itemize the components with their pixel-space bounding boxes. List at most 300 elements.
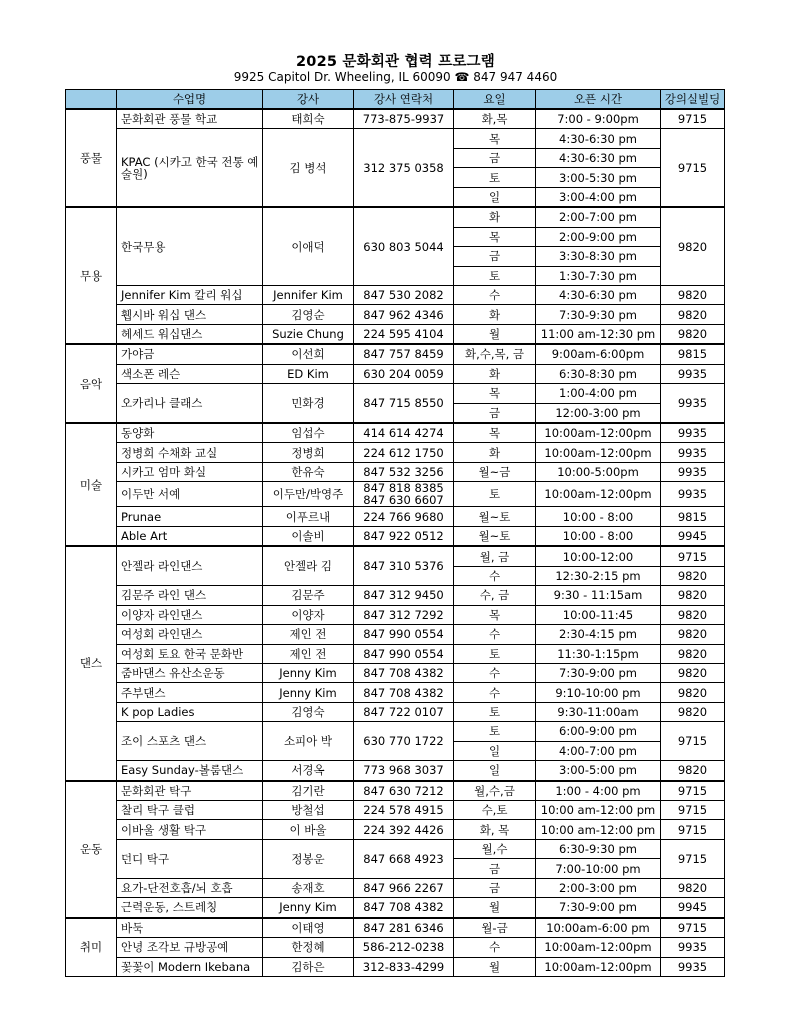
class-name-cell: Easy Sunday-볼룸댄스 bbox=[117, 761, 263, 781]
class-name-cell: Prunae bbox=[117, 507, 263, 526]
contact-cell bbox=[354, 605, 454, 624]
contact-cell bbox=[354, 663, 454, 682]
time-cell: 7:00-10:00 pm bbox=[536, 859, 661, 878]
category-cell: 운동 bbox=[66, 781, 117, 918]
class-name-cell: 조이 스포츠 댄스 bbox=[117, 722, 263, 761]
teacher-cell: 안젤라 김 bbox=[263, 546, 354, 585]
day-cell: 토 bbox=[454, 168, 536, 187]
table-row bbox=[66, 526, 725, 546]
time-cell: 10:00am-12:00pm bbox=[536, 423, 661, 443]
header-days: 요일 bbox=[454, 90, 536, 110]
contact-cell bbox=[354, 364, 454, 383]
teacher-cell: ED Kim bbox=[263, 364, 354, 383]
room-cell: 9820 bbox=[661, 324, 725, 344]
contact-number: 847 818 8385 bbox=[363, 481, 444, 496]
class-name-cell: 찰리 탁구 클럽 bbox=[117, 801, 263, 820]
room-cell: 9820 bbox=[661, 207, 725, 285]
category-cell: 댄스 bbox=[66, 546, 117, 780]
day-cell: 토 bbox=[454, 266, 536, 285]
day-cell: 수 bbox=[454, 938, 536, 957]
class-name-cell: 시카고 엄마 화실 bbox=[117, 462, 263, 481]
teacher-cell: Jenny Kim bbox=[263, 898, 354, 918]
day-cell: 토 bbox=[454, 482, 536, 507]
teacher-cell: 이솔비 bbox=[263, 526, 354, 546]
class-name-cell: 동양화 bbox=[117, 423, 263, 443]
contact-cell bbox=[354, 526, 454, 546]
contact-cell bbox=[354, 702, 454, 721]
category-cell: 취미 bbox=[66, 918, 117, 977]
category-cell: 음악 bbox=[66, 344, 117, 423]
table-row bbox=[66, 839, 725, 858]
contact-number: 847 990 0554 bbox=[363, 627, 444, 642]
room-cell: 9945 bbox=[661, 526, 725, 546]
contact-cell bbox=[354, 305, 454, 324]
day-cell: 월 bbox=[454, 898, 536, 918]
day-cell: 월,수 bbox=[454, 839, 536, 858]
teacher-cell: 이태영 bbox=[263, 918, 354, 938]
table-row bbox=[66, 462, 725, 481]
table-header-row bbox=[66, 90, 725, 110]
room-cell: 9715 bbox=[661, 918, 725, 938]
class-name-cell: K pop Ladies bbox=[117, 702, 263, 721]
contact-number: 847 722 0107 bbox=[363, 705, 444, 719]
table-row bbox=[66, 761, 725, 781]
contact-number-secondary: 847 630 6607 bbox=[363, 493, 444, 507]
contact-number: 847 757 8459 bbox=[363, 347, 444, 362]
class-name-cell: 색소폰 레슨 bbox=[117, 364, 263, 383]
day-cell: 금 bbox=[454, 247, 536, 266]
header-contact: 강사 연락처 bbox=[354, 90, 454, 110]
room-cell: 9935 bbox=[661, 443, 725, 462]
class-name-cell: 이양자 라인댄스 bbox=[117, 605, 263, 624]
contact-number: 224 595 4104 bbox=[363, 327, 444, 341]
table-row bbox=[66, 702, 725, 721]
contact-cell bbox=[354, 324, 454, 344]
teacher-cell: 태희숙 bbox=[263, 109, 354, 129]
time-cell: 6:30-8:30 pm bbox=[536, 364, 661, 383]
room-cell: 9815 bbox=[661, 344, 725, 364]
time-cell: 10:00 am-12:00 pm bbox=[536, 820, 661, 839]
room-cell: 9935 bbox=[661, 482, 725, 507]
contact-number: 847 310 5376 bbox=[363, 559, 444, 574]
teacher-cell: 제인 전 bbox=[263, 625, 354, 644]
day-cell: 토 bbox=[454, 702, 536, 721]
table-row bbox=[66, 663, 725, 682]
day-cell: 월,수,금 bbox=[454, 781, 536, 801]
day-cell: 목 bbox=[454, 423, 536, 443]
contact-cell bbox=[354, 443, 454, 462]
contact-cell bbox=[354, 207, 454, 285]
teacher-cell: 서경옥 bbox=[263, 761, 354, 781]
contact-cell bbox=[354, 820, 454, 839]
category-cell: 풍물 bbox=[66, 109, 117, 207]
day-cell: 화 bbox=[454, 207, 536, 227]
table-row bbox=[66, 918, 725, 938]
class-name-cell: 문화회관 탁구 bbox=[117, 781, 263, 801]
time-cell: 10:00-12:00 bbox=[536, 546, 661, 566]
room-cell: 9715 bbox=[661, 781, 725, 801]
table-row bbox=[66, 605, 725, 624]
day-cell: 화 bbox=[454, 364, 536, 383]
time-cell: 7:00 - 9:00pm bbox=[536, 109, 661, 129]
contact-cell bbox=[354, 109, 454, 129]
room-cell: 9820 bbox=[661, 683, 725, 702]
contact-number: 847 708 4382 bbox=[363, 666, 444, 681]
contact-cell bbox=[354, 546, 454, 585]
table-row bbox=[66, 423, 725, 443]
room-cell: 9935 bbox=[661, 423, 725, 443]
contact-number: 630 770 1722 bbox=[363, 734, 444, 749]
contact-cell bbox=[354, 462, 454, 481]
teacher-cell: 김문주 bbox=[263, 586, 354, 605]
time-cell: 3:00-4:00 pm bbox=[536, 187, 661, 207]
contact-cell bbox=[354, 625, 454, 644]
day-cell: 금 bbox=[454, 878, 536, 897]
room-cell: 9820 bbox=[661, 625, 725, 644]
time-cell: 9:00am-6:00pm bbox=[536, 344, 661, 364]
contact-cell bbox=[354, 781, 454, 801]
time-cell: 7:30-9:00 pm bbox=[536, 663, 661, 682]
time-cell: 9:10-10:00 pm bbox=[536, 683, 661, 702]
teacher-cell: 한유숙 bbox=[263, 462, 354, 481]
contact-number: 847 708 4382 bbox=[363, 685, 444, 700]
table-row bbox=[66, 285, 725, 304]
room-cell: 9945 bbox=[661, 898, 725, 918]
contact-number: 224 766 9680 bbox=[363, 509, 444, 524]
room-cell: 9715 bbox=[661, 109, 725, 129]
room-cell: 9935 bbox=[661, 462, 725, 481]
time-cell: 12:30-2:15 pm bbox=[536, 566, 661, 585]
contact-number: 312-833-4299 bbox=[362, 959, 445, 974]
day-cell: 수, 금 bbox=[454, 586, 536, 605]
time-cell: 9:30-11:00am bbox=[536, 702, 661, 721]
teacher-cell: 이두만/박영주 bbox=[263, 482, 354, 507]
class-name-cell: 한국무용 bbox=[117, 207, 263, 285]
contact-number: 847 668 4923 bbox=[363, 851, 444, 866]
time-cell: 10:00am-12:00pm bbox=[536, 443, 661, 462]
table-row bbox=[66, 507, 725, 526]
page-title: 2025 문화회관 협력 프로그램 bbox=[296, 54, 495, 70]
class-name-cell: KPAC (시카고 한국 전통 예술원) bbox=[117, 129, 263, 207]
contact-cell bbox=[354, 129, 454, 207]
room-cell: 9715 bbox=[661, 839, 725, 878]
class-name-cell: 휍시바 워십 댄스 bbox=[117, 305, 263, 324]
contact-number: 847 962 4346 bbox=[363, 307, 444, 322]
table-row bbox=[66, 546, 725, 566]
room-cell: 9820 bbox=[661, 878, 725, 897]
contact-number: 847 532 3256 bbox=[363, 465, 444, 480]
time-cell: 11:30-1:15pm bbox=[536, 644, 661, 663]
table-row bbox=[66, 820, 725, 839]
contact-number: 847 990 0554 bbox=[363, 646, 444, 661]
table-row bbox=[66, 384, 725, 403]
time-cell: 10:00-11:45 bbox=[536, 605, 661, 624]
contact-number: 586-212-0238 bbox=[362, 940, 445, 955]
contact-cell bbox=[354, 507, 454, 526]
time-cell: 10:00-5:00pm bbox=[536, 462, 661, 481]
day-cell: 토 bbox=[454, 644, 536, 663]
time-cell: 9:30 - 11:15am bbox=[536, 586, 661, 605]
time-cell: 2:00-7:00 pm bbox=[536, 207, 661, 227]
time-cell: 1:30-7:30 pm bbox=[536, 266, 661, 285]
contact-number: 847 312 9450 bbox=[363, 588, 444, 603]
contact-number: 773-875-9937 bbox=[362, 112, 445, 127]
teacher-cell: 임섭수 bbox=[263, 423, 354, 443]
class-name-cell: Jennifer Kim 칼리 워십 bbox=[117, 285, 263, 304]
contact-number: 847 966 2267 bbox=[363, 880, 444, 895]
room-cell: 9815 bbox=[661, 507, 725, 526]
contact-cell bbox=[354, 761, 454, 781]
table-row bbox=[66, 683, 725, 702]
class-name-cell: 안녕 조각보 규방공예 bbox=[117, 938, 263, 957]
contact-number: 224 392 4426 bbox=[363, 822, 444, 837]
table-row bbox=[66, 109, 725, 129]
address-line: 9925 Capitol Dr. Wheeling, IL 60090 ☎ 847 947 4460 bbox=[233, 70, 558, 84]
class-name-cell: 여성회 라인댄스 bbox=[117, 625, 263, 644]
contact-cell bbox=[354, 918, 454, 938]
time-cell: 4:30-6:30 pm bbox=[536, 148, 661, 167]
class-name-cell: 꽃꽃이 Modern Ikebana bbox=[117, 957, 263, 976]
contact-cell bbox=[354, 644, 454, 663]
day-cell: 수 bbox=[454, 625, 536, 644]
room-cell: 9820 bbox=[661, 605, 725, 624]
class-name-cell: 줌바댄스 유산소운동 bbox=[117, 663, 263, 682]
day-cell: 화 bbox=[454, 305, 536, 324]
room-cell: 9935 bbox=[661, 384, 725, 423]
class-name-cell: 가야금 bbox=[117, 344, 263, 364]
header-class-name: 수업명 bbox=[117, 90, 263, 110]
contact-number: 847 312 7292 bbox=[363, 607, 444, 622]
day-cell: 수,토 bbox=[454, 801, 536, 820]
teacher-cell: 이선희 bbox=[263, 344, 354, 364]
time-cell: 4:30-6:30 pm bbox=[536, 285, 661, 304]
contact-number: 224 612 1750 bbox=[363, 445, 444, 460]
contact-number: 847 922 0512 bbox=[363, 529, 444, 544]
table-row bbox=[66, 781, 725, 801]
class-name-cell: 헤세드 워십댄스 bbox=[117, 324, 263, 344]
room-cell: 9820 bbox=[661, 761, 725, 781]
contact-cell bbox=[354, 801, 454, 820]
day-cell: 금 bbox=[454, 859, 536, 878]
day-cell: 목 bbox=[454, 384, 536, 403]
time-cell: 3:00-5:30 pm bbox=[536, 168, 661, 187]
time-cell: 10:00 - 8:00 bbox=[536, 526, 661, 546]
class-name-cell: 이바울 생활 탁구 bbox=[117, 820, 263, 839]
day-cell: 월~토 bbox=[454, 507, 536, 526]
teacher-cell: 한정혜 bbox=[263, 938, 354, 957]
time-cell: 10:00am-12:00pm bbox=[536, 482, 661, 507]
time-cell: 11:00 am-12:30 pm bbox=[536, 324, 661, 344]
room-cell: 9820 bbox=[661, 702, 725, 721]
teacher-cell: 방철섭 bbox=[263, 801, 354, 820]
contact-number: 224 578 4915 bbox=[363, 803, 444, 818]
contact-number: 312 375 0358 bbox=[363, 160, 444, 175]
day-cell: 월~금 bbox=[454, 462, 536, 481]
table-row bbox=[66, 625, 725, 644]
time-cell: 10:00am-12:00pm bbox=[536, 938, 661, 957]
category-cell: 미술 bbox=[66, 423, 117, 546]
teacher-cell: Jenny Kim bbox=[263, 663, 354, 682]
teacher-cell: 김영순 bbox=[263, 305, 354, 324]
day-cell: 화,목 bbox=[454, 109, 536, 129]
day-cell: 일 bbox=[454, 741, 536, 760]
teacher-cell: 김기란 bbox=[263, 781, 354, 801]
time-cell: 4:30-6:30 pm bbox=[536, 129, 661, 148]
time-cell: 10:00am-12:00pm bbox=[536, 957, 661, 976]
teacher-cell: 제인 전 bbox=[263, 644, 354, 663]
time-cell: 2:00-3:00 pm bbox=[536, 878, 661, 897]
teacher-cell: 민화경 bbox=[263, 384, 354, 423]
day-cell: 토 bbox=[454, 722, 536, 741]
room-cell: 9935 bbox=[661, 938, 725, 957]
table-row bbox=[66, 305, 725, 324]
contact-cell bbox=[354, 423, 454, 443]
time-cell: 10:00 - 8:00 bbox=[536, 507, 661, 526]
table-row bbox=[66, 586, 725, 605]
contact-number: 847 630 7212 bbox=[363, 783, 444, 798]
room-cell: 9715 bbox=[661, 546, 725, 566]
contact-number: 630 204 0059 bbox=[363, 366, 444, 381]
class-name-cell: 주부댄스 bbox=[117, 683, 263, 702]
room-cell: 9715 bbox=[661, 820, 725, 839]
room-cell: 9820 bbox=[661, 644, 725, 663]
contact-cell bbox=[354, 957, 454, 976]
table-row bbox=[66, 938, 725, 957]
day-cell: 수 bbox=[454, 285, 536, 304]
table-row bbox=[66, 129, 725, 148]
room-cell: 9715 bbox=[661, 129, 725, 207]
header-room: 강의실빌딩 bbox=[661, 90, 725, 110]
day-cell: 수 bbox=[454, 683, 536, 702]
time-cell: 6:30-9:30 pm bbox=[536, 839, 661, 858]
teacher-cell: 정봉운 bbox=[263, 839, 354, 878]
day-cell: 목 bbox=[454, 129, 536, 148]
contact-cell bbox=[354, 586, 454, 605]
day-cell: 일 bbox=[454, 187, 536, 207]
table-row bbox=[66, 207, 725, 227]
day-cell: 월 bbox=[454, 957, 536, 976]
teacher-cell: 이 바울 bbox=[263, 820, 354, 839]
time-cell: 3:00-5:00 pm bbox=[536, 761, 661, 781]
class-name-cell: 여성회 토요 한국 문화반 bbox=[117, 644, 263, 663]
header-teacher: 강사 bbox=[263, 90, 354, 110]
day-cell: 수 bbox=[454, 663, 536, 682]
room-cell: 9715 bbox=[661, 801, 725, 820]
time-cell: 1:00-4:00 pm bbox=[536, 384, 661, 403]
table-row bbox=[66, 364, 725, 383]
room-cell: 9935 bbox=[661, 957, 725, 976]
teacher-cell: 송재호 bbox=[263, 878, 354, 897]
teacher-cell: Suzie Chung bbox=[263, 324, 354, 344]
class-name-cell: 정병희 수채화 교실 bbox=[117, 443, 263, 462]
contact-number: 773 968 3037 bbox=[363, 763, 444, 778]
class-name-cell: 바둑 bbox=[117, 918, 263, 938]
contact-cell bbox=[354, 384, 454, 423]
room-cell: 9820 bbox=[661, 566, 725, 585]
room-cell: 9820 bbox=[661, 285, 725, 304]
contact-cell bbox=[354, 722, 454, 761]
day-cell: 금 bbox=[454, 148, 536, 167]
teacher-cell: 김 병석 bbox=[263, 129, 354, 207]
teacher-cell: Jenny Kim bbox=[263, 683, 354, 702]
day-cell: 목 bbox=[454, 227, 536, 246]
room-cell: 9820 bbox=[661, 305, 725, 324]
contact-cell bbox=[354, 938, 454, 957]
table-row bbox=[66, 443, 725, 462]
teacher-cell: 정병희 bbox=[263, 443, 354, 462]
class-name-cell: 이두만 서예 bbox=[117, 482, 263, 507]
day-cell: 수 bbox=[454, 566, 536, 585]
day-cell: 금 bbox=[454, 403, 536, 423]
contact-cell bbox=[354, 839, 454, 878]
contact-number: 414 614 4274 bbox=[363, 426, 444, 441]
class-name-cell: 요가-단전호흡/뇌 호흡 bbox=[117, 878, 263, 897]
class-name-cell: 김문주 라인 댄스 bbox=[117, 586, 263, 605]
table-row bbox=[66, 644, 725, 663]
header-open-time: 오픈 시간 bbox=[536, 90, 661, 110]
time-cell: 2:30-4:15 pm bbox=[536, 625, 661, 644]
class-name-cell: 던디 탁구 bbox=[117, 839, 263, 878]
teacher-cell: 이애덕 bbox=[263, 207, 354, 285]
table-row bbox=[66, 344, 725, 364]
contact-number: 847 530 2082 bbox=[363, 288, 444, 303]
table-row bbox=[66, 878, 725, 897]
header-category bbox=[66, 90, 117, 110]
day-cell: 월-금 bbox=[454, 918, 536, 938]
room-cell: 9715 bbox=[661, 722, 725, 761]
class-name-cell: Able Art bbox=[117, 526, 263, 546]
time-cell: 10:00 am-12:00 pm bbox=[536, 801, 661, 820]
contact-number: 847 708 4382 bbox=[363, 900, 444, 915]
teacher-cell: 김하은 bbox=[263, 957, 354, 976]
time-cell: 7:30-9:00 pm bbox=[536, 898, 661, 918]
table-row bbox=[66, 801, 725, 820]
table-row bbox=[66, 324, 725, 344]
contact-number: 630 803 5044 bbox=[363, 239, 444, 254]
teacher-cell: 소피아 박 bbox=[263, 722, 354, 761]
time-cell: 4:00-7:00 pm bbox=[536, 741, 661, 760]
contact-number: 847 281 6346 bbox=[363, 920, 444, 935]
teacher-cell: Jennifer Kim bbox=[263, 285, 354, 304]
day-cell: 화, 목 bbox=[454, 820, 536, 839]
contact-cell bbox=[354, 285, 454, 304]
time-cell: 6:00-9:00 pm bbox=[536, 722, 661, 741]
contact-cell bbox=[354, 878, 454, 897]
table-row bbox=[66, 722, 725, 741]
time-cell: 1:00 - 4:00 pm bbox=[536, 781, 661, 801]
table-row bbox=[66, 898, 725, 918]
contact-number: 847 715 8550 bbox=[363, 396, 444, 411]
contact-cell bbox=[354, 482, 454, 507]
table-row bbox=[66, 482, 725, 507]
contact-cell bbox=[354, 344, 454, 364]
class-name-cell: 문화회관 풍물 학교 bbox=[117, 109, 263, 129]
time-cell: 2:00-9:00 pm bbox=[536, 227, 661, 246]
room-cell: 9935 bbox=[661, 364, 725, 383]
contact-cell bbox=[354, 898, 454, 918]
teacher-cell: 김영숙 bbox=[263, 702, 354, 721]
time-cell: 10:00am-6:00 pm bbox=[536, 918, 661, 938]
time-cell: 3:30-8:30 pm bbox=[536, 247, 661, 266]
table-row bbox=[66, 957, 725, 976]
room-cell: 9820 bbox=[661, 663, 725, 682]
day-cell: 화 bbox=[454, 443, 536, 462]
teacher-cell: 이푸르내 bbox=[263, 507, 354, 526]
time-cell: 12:00-3:00 pm bbox=[536, 403, 661, 423]
day-cell: 월~토 bbox=[454, 526, 536, 546]
day-cell: 월, 금 bbox=[454, 546, 536, 566]
day-cell: 목 bbox=[454, 605, 536, 624]
